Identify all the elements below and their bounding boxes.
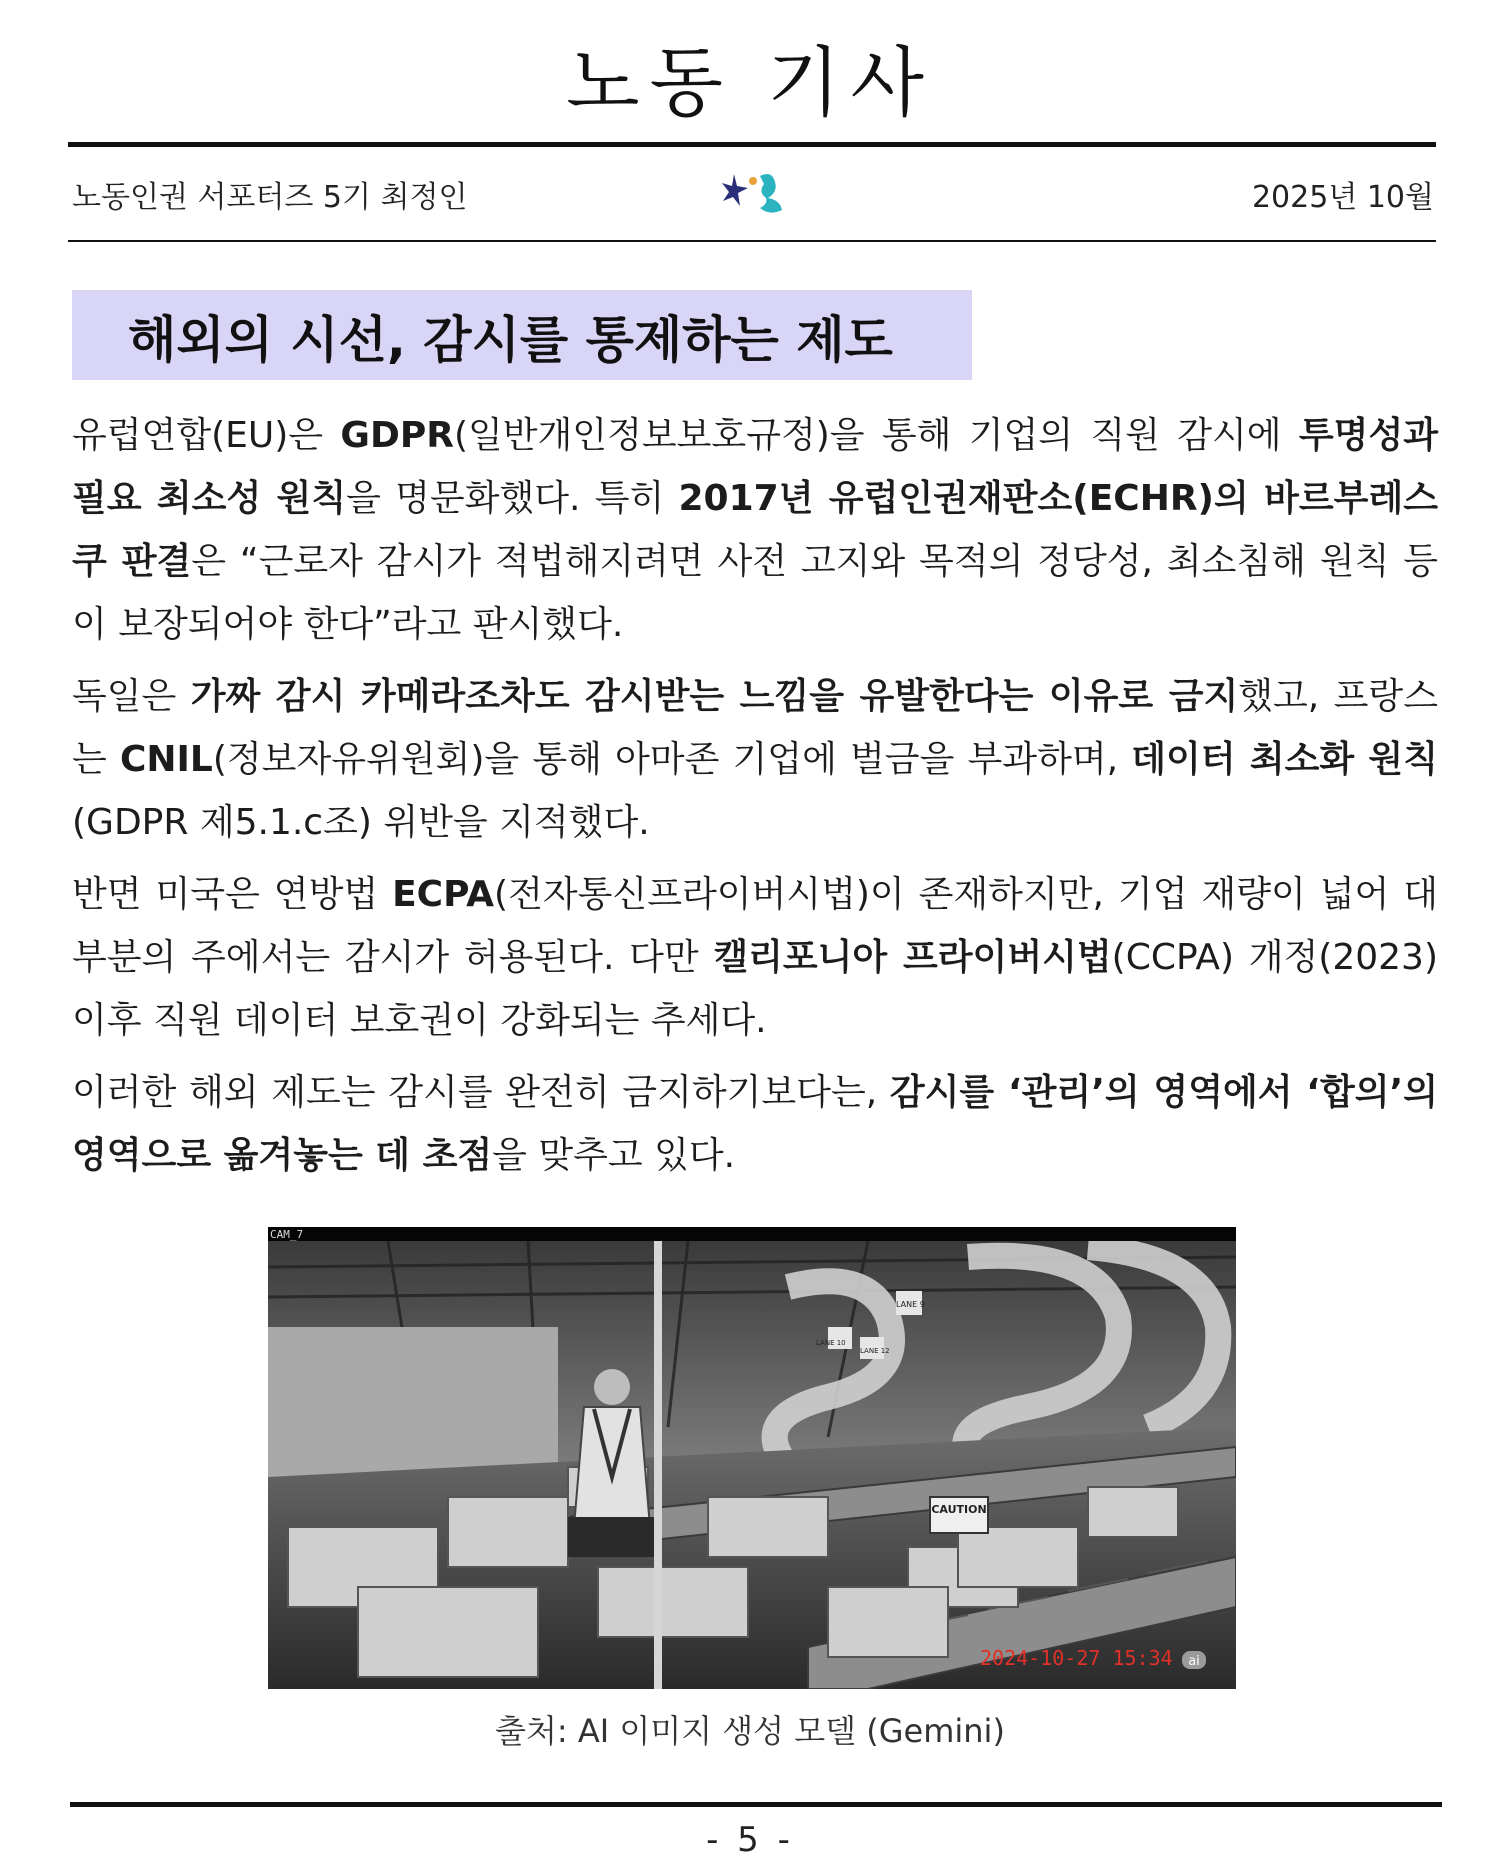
body-text-segment: 을 명문화했다. 특히 xyxy=(346,478,679,519)
body-text-segment: 독일은 xyxy=(72,676,191,717)
cctv-timestamp: 2024-10-27 15:34 xyxy=(980,1646,1173,1670)
body-text-segment: 반면 미국은 연방법 xyxy=(72,874,393,915)
page-number: - 5 - xyxy=(706,1820,794,1860)
header-divider xyxy=(68,240,1436,242)
paragraph-4 xyxy=(72,1061,1438,1187)
body-text-segment: 유럽연합(EU)은 xyxy=(72,415,341,456)
ai-badge: ai xyxy=(1188,1654,1200,1669)
newsletter-title: 노동 기사 xyxy=(566,38,934,127)
body-text-segment: (일반개인정보보호규정)을 통해 기업의 직원 감시에 xyxy=(453,415,1299,456)
camera-label: CAM_7 xyxy=(270,1228,304,1241)
lane-label-12: LANE 12 xyxy=(860,1347,890,1355)
emphasis-text: 캘리포니아 프라이버시법 xyxy=(713,937,1112,978)
emphasis-text: 2017년 유럽인권재판소(ECHR)의 바르부레스쿠 판결 xyxy=(72,478,1438,582)
emphasis-text: ECPA xyxy=(392,874,495,915)
paragraph-2 xyxy=(72,665,1438,854)
section-heading: 해외의 시선, 감시를 통제하는 제도 xyxy=(128,311,893,369)
body-text-segment: 이러한 해외 제도는 감시를 완전히 금지하기보다는, xyxy=(72,1072,890,1113)
footer-divider xyxy=(70,1802,1442,1807)
warehouse-cctv-photo xyxy=(268,1227,1236,1689)
paragraph-3 xyxy=(72,863,1438,1052)
body-text-segment: (전자통신프라이버시법)이 존재하지만, 기업 재량이 넓어 대부분의 주에서는 감시가 허용된다. 다만 xyxy=(72,874,1438,978)
lane-label-10: LANE 10 xyxy=(816,1339,846,1347)
author-line: 노동인권 서포터즈 5기 최정인 xyxy=(72,180,468,215)
emphasis-text: 감시를 ‘관리’의 영역에서 ‘합의’의 영역으로 옮겨놓는 데 초점 xyxy=(72,1072,1438,1176)
logo-star-icon xyxy=(722,174,748,206)
body-text-segment: 했고, 프랑스는 xyxy=(72,676,1438,780)
body-text-segment: (GDPR 제5.1.c조) 위반을 지적했다. xyxy=(72,802,650,843)
body-text-segment: (정보자유위원회)을 통해 아마존 기업에 벌금을 부과하며, xyxy=(212,739,1132,780)
supporters-logo xyxy=(720,168,788,218)
caution-sign-text: CAUTION xyxy=(931,1503,987,1516)
paragraph-1 xyxy=(72,404,1438,656)
body-text-segment: (CCPA) 개정(2023) 이후 직원 데이터 보호권이 강화되는 추세다. xyxy=(72,937,1439,1041)
body-text-segment: 을 맞추고 있다. xyxy=(492,1135,736,1176)
emphasis-text: GDPR xyxy=(340,415,454,456)
body-text-segment: 은 “근로자 감시가 적법해지려면 사전 고지와 목적의 정당성, 최소침해 원칙 등이 보장되어야 한다”라고 판시했다. xyxy=(72,541,1438,645)
emphasis-text: 데이터 최소화 원칙 xyxy=(1131,739,1438,780)
photo-caption: 출처: AI 이미지 생성 모델 (Gemini) xyxy=(495,1712,1005,1750)
emphasis-text: 가짜 감시 카메라조차도 감시받는 느낌을 유발한다는 이유로 금지 xyxy=(190,676,1239,717)
article-body xyxy=(72,404,1438,1196)
top-divider xyxy=(68,142,1436,147)
logo-dot-icon xyxy=(749,177,757,185)
issue-date: 2025년 10월 xyxy=(1251,180,1434,215)
logo-swirl-icon xyxy=(760,174,782,213)
emphasis-text: 투명성과 필요 최소성 원칙 xyxy=(72,415,1438,519)
lane-label-9: LANE 9 xyxy=(896,1300,925,1309)
emphasis-text: CNIL xyxy=(119,739,213,780)
